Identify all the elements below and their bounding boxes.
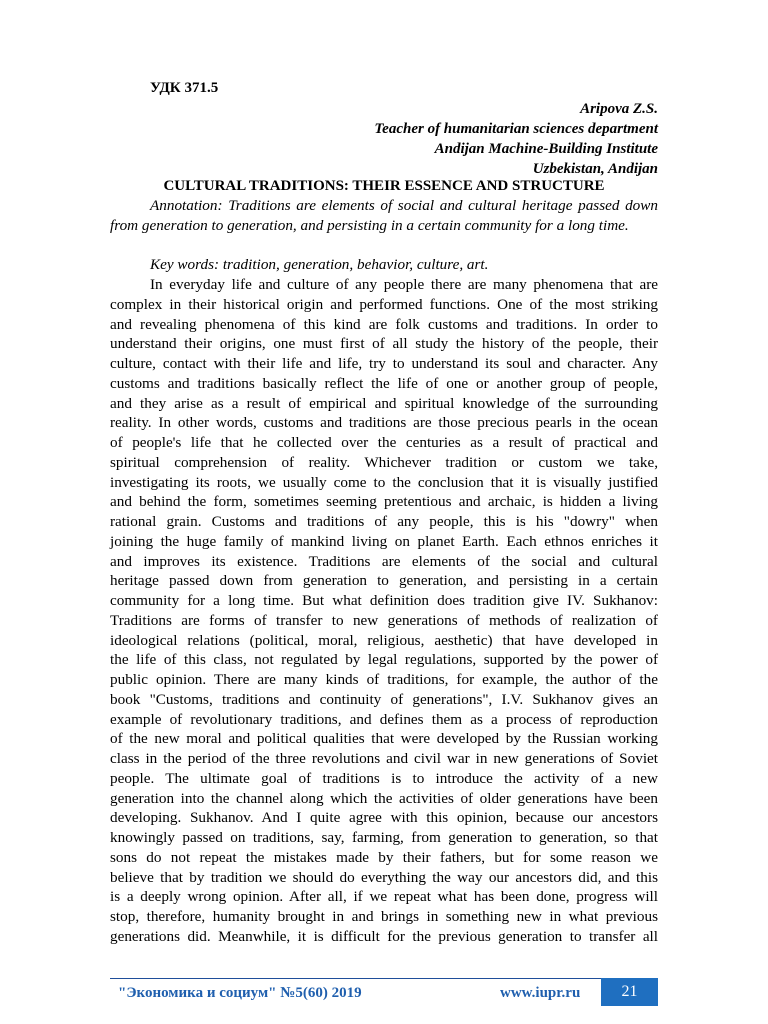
body-line: complex in their historical origin and performed functions. One of the most striking <box>110 295 658 313</box>
body-line: is a deeply wrong opinion. After all, if we repeat what has been done, progress will <box>110 888 658 906</box>
body-line: knowingly passed on traditions, say, farming, from generation to generation, so that <box>110 829 658 846</box>
body-line: class in the period of the three revolutions and civil war in new generations of Soviet <box>110 750 658 767</box>
body-line: heritage passed down from generation to generation, and persisting in a certain <box>110 572 658 590</box>
author-institution: Andijan Machine-Building Institute <box>434 141 658 157</box>
udk-code: УДК 371.5 <box>150 80 219 96</box>
footer-website-link[interactable]: www.iupr.ru <box>500 985 581 1001</box>
body-line: stop, therefore, humanity brought in and brings in something new in what previous <box>110 908 658 925</box>
body-line: and revealing phenomena of this kind are folk customs and traditions. In order to <box>110 315 658 333</box>
page-number-badge <box>601 978 658 1006</box>
annotation: Annotation: Traditions are elements of social and cultural heritage passed down from generation to generation, and persisting in a certain community for a long time. <box>110 197 658 234</box>
body-line: public opinion. There are many kinds of traditions, for example, the author of the <box>110 671 658 688</box>
body-line: understand their origins, one must first of all study the history of the people, their <box>110 335 658 353</box>
footer-journal-title: "Экономика и социум" №5(60) 2019 <box>118 985 362 1001</box>
body-line: community for a long time. But what definition does tradition give IV. Sukhanov: <box>110 592 658 609</box>
body-line: developing. Sukhanov. And I quite agree with this opinion, because our ancestors <box>110 809 658 827</box>
body-line: Traditions are forms of transfer to new generations of methods of realization of <box>110 611 658 629</box>
body-line: book "Customs, traditions and continuity of generations", I.V. Sukhanov gives an <box>110 690 658 708</box>
body-line: and they arise as a result of empirical and spiritual knowledge of the surrounding <box>110 394 658 412</box>
page-number: 21 <box>621 983 638 1000</box>
body-line: the life of this class, not regulated by legal regulations, supported by the power of <box>110 651 658 669</box>
body-line: spiritual comprehension of reality. Whichever tradition or custom we take, <box>110 453 658 471</box>
body-line: reality. In other words, customs and traditions are those precious pearls in the ocean <box>110 414 658 432</box>
body-line: In everyday life and culture of any people there are many phenomena that are <box>150 276 658 293</box>
body-text <box>110 275 658 947</box>
body-line: customs and traditions basically reflect the life of one or another group of people, <box>110 374 658 392</box>
keywords: Key words: tradition, generation, behavior, culture, art. <box>150 256 489 273</box>
body-line: of the new moral and political qualities that were developed by the Russian working <box>110 730 658 748</box>
body-line: generations did. Meanwhile, it is difficult for the previous generation to transfer all <box>110 927 658 945</box>
author-block <box>110 99 658 179</box>
author-position: Teacher of humanitarian sciences department <box>374 121 658 137</box>
footer-divider <box>110 978 658 979</box>
body-line: and improves its existence. Traditions are elements of the social and cultural <box>110 552 658 570</box>
body-line: of people's life that he collected over the centuries as a result of practical and <box>110 434 658 451</box>
body-line: investigating its roots, we usually come to the conclusion that it is visually justified <box>110 473 658 491</box>
body-line: people. The ultimate goal of traditions is to introduce the activity of a new <box>110 769 658 787</box>
body-line: ideological relations (political, moral, religious, aesthetic) that have developed in <box>110 631 658 649</box>
author-location: Uzbekistan, Andijan <box>532 161 658 177</box>
author-name: Aripova Z.S. <box>580 101 658 117</box>
body-line: and behind the form, sometimes seeming pretentious and archaic, is hidden a living <box>110 493 658 511</box>
article-title: CULTURAL TRADITIONS: THEIR ESSENCE AND STRUCTURE <box>163 178 605 194</box>
body-line: generation into the channel along which the activities of older generations have been <box>110 789 658 807</box>
body-line: believe that by tradition we should do everything the way our ancestors did, and this <box>110 868 658 886</box>
body-line: sons do not repeat the mistakes made by their fathers, but for some reason we <box>110 848 658 866</box>
body-line: culture, contact with their life and life, try to understand its soul and character. Any <box>110 355 658 372</box>
body-line: joining the huge family of mankind living on planet Earth. Each ethnos enriches it <box>110 532 658 550</box>
body-line: example of revolutionary traditions, and defines them as a process of reproduction <box>110 710 658 728</box>
body-line: rational grain. Customs and traditions of any people, this is his "dowry" when <box>110 513 658 530</box>
